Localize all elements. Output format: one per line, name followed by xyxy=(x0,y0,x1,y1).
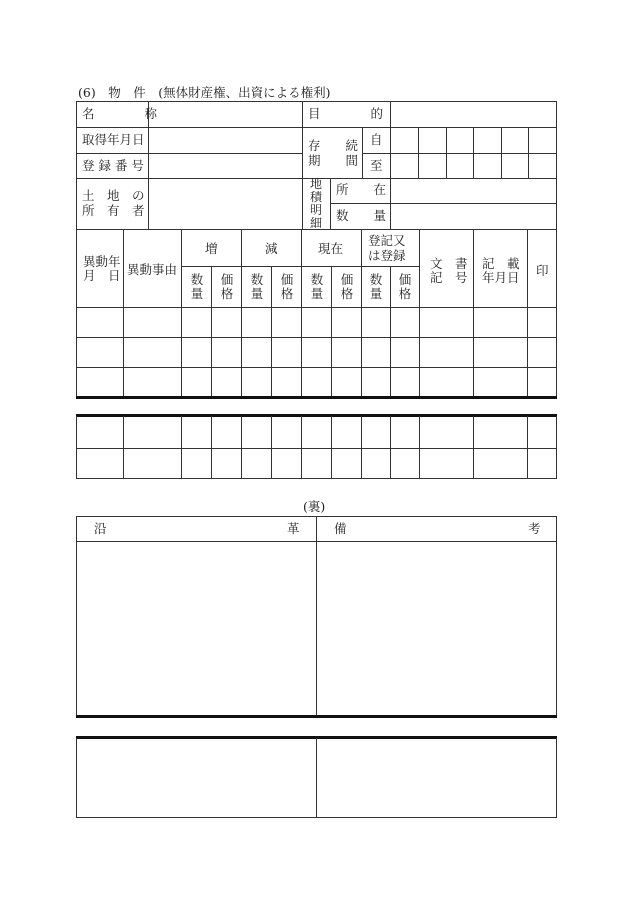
row-line xyxy=(76,153,302,154)
col-line xyxy=(361,229,362,396)
col-line xyxy=(76,516,77,715)
col-line xyxy=(331,416,332,478)
land-owner-label-2: 所 有 者 xyxy=(82,203,145,218)
col-line xyxy=(390,101,391,229)
row-line xyxy=(330,203,557,204)
col-line xyxy=(123,416,124,478)
col-line xyxy=(362,127,363,178)
col-line xyxy=(241,416,242,478)
col-line xyxy=(556,416,557,478)
entry-label-1: 記 載 xyxy=(482,256,520,271)
increase-label: 増 xyxy=(205,241,218,256)
col-line xyxy=(419,416,420,478)
col-line xyxy=(528,127,529,178)
entry-label-2: 年月日 xyxy=(482,270,520,285)
form-title: (6) 物 件 (無体財産権、出資による権利) xyxy=(78,85,331,100)
change-reason-label: 異動事由 xyxy=(127,262,178,277)
col-line xyxy=(390,416,391,478)
price-label-inc: 価格 xyxy=(220,272,234,301)
col-line xyxy=(446,127,447,178)
seal-label: 印 xyxy=(536,263,549,278)
col-line xyxy=(241,229,242,396)
col-line xyxy=(181,229,182,396)
doc-label-2: 記 号 xyxy=(430,270,468,285)
row-line xyxy=(76,478,557,479)
acquired-label: 取得年月日 xyxy=(82,132,145,147)
row-line xyxy=(76,448,557,449)
col-line xyxy=(527,229,528,396)
duration-label-1: 存 続 xyxy=(308,138,359,153)
row-line xyxy=(76,337,557,338)
col-line xyxy=(76,416,77,478)
back-bottom-line xyxy=(76,817,557,818)
col-line xyxy=(556,101,557,229)
col-line xyxy=(418,127,419,178)
from-label: 自 xyxy=(370,132,383,147)
col-line xyxy=(316,516,317,715)
col-line xyxy=(76,229,77,396)
col-line xyxy=(271,416,272,478)
change-date-label-1: 異動年 xyxy=(83,254,121,269)
col-line xyxy=(527,416,528,478)
col-line xyxy=(181,416,182,478)
col-line xyxy=(473,416,474,478)
purpose-label: 目 的 xyxy=(308,106,384,121)
duration-label-2: 期 間 xyxy=(308,153,359,168)
break-line-bottom xyxy=(76,414,557,417)
col-line xyxy=(76,101,77,229)
col-line xyxy=(302,101,303,229)
col-line xyxy=(76,738,77,818)
remarks-label-right: 考 xyxy=(528,521,541,536)
doc-label-1: 文 書 xyxy=(430,256,468,271)
to-label: 至 xyxy=(370,158,383,173)
name-label: 名 称 xyxy=(82,106,158,121)
land-detail-label: 地積明細 xyxy=(309,177,322,230)
remarks-label-left: 備 xyxy=(334,521,347,536)
col-line xyxy=(501,127,502,178)
land-owner-label-1: 土 地 の xyxy=(82,188,145,203)
row-line xyxy=(76,307,557,308)
row-line xyxy=(181,266,419,267)
qty-label-cur: 数量 xyxy=(310,272,324,301)
col-line xyxy=(556,738,557,818)
quantity-label: 数 量 xyxy=(336,208,387,223)
col-line xyxy=(271,266,272,396)
col-line xyxy=(473,127,474,178)
current-label: 現在 xyxy=(318,241,344,256)
history-label-left: 沿 xyxy=(94,521,107,536)
registration-label-1: 登記又 xyxy=(368,233,406,248)
col-line xyxy=(211,266,212,396)
qty-label-inc: 数量 xyxy=(190,272,204,301)
back-label: (裏) xyxy=(303,499,326,514)
col-line xyxy=(390,266,391,396)
col-line xyxy=(330,178,331,229)
price-label-reg: 価格 xyxy=(398,272,412,301)
col-line xyxy=(123,229,124,396)
col-line xyxy=(556,229,557,396)
col-line xyxy=(316,738,317,818)
history-label-right: 革 xyxy=(287,521,300,536)
registration-label-2: は登録 xyxy=(368,248,406,263)
col-line xyxy=(301,416,302,478)
decrease-label: 減 xyxy=(265,241,278,256)
price-label-cur: 価格 xyxy=(340,272,354,301)
back-break-top xyxy=(76,715,557,718)
qty-label-dec: 数量 xyxy=(250,272,264,301)
change-date-label-2: 月 日 xyxy=(83,268,121,283)
col-line xyxy=(419,229,420,396)
col-line xyxy=(361,416,362,478)
reg-no-label: 登 録 番 号 xyxy=(82,158,144,173)
col-line xyxy=(211,416,212,478)
qty-label-reg: 数量 xyxy=(369,272,383,301)
price-label-dec: 価格 xyxy=(280,272,294,301)
location-label: 所 在 xyxy=(336,182,387,197)
col-line xyxy=(331,266,332,396)
col-line xyxy=(301,229,302,396)
row-line xyxy=(76,367,557,368)
break-line-top xyxy=(76,396,557,399)
col-line xyxy=(556,516,557,715)
col-line xyxy=(473,229,474,396)
